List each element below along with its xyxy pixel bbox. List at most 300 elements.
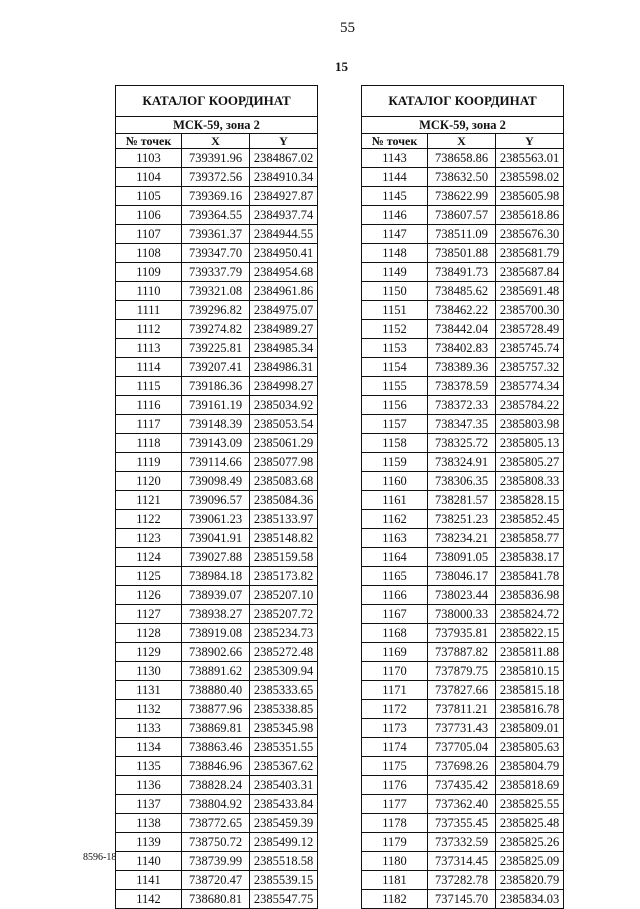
table-row xyxy=(362,529,564,548)
cell-y: 2385818.69 xyxy=(496,776,564,795)
table-subtitle: МСК-59, зона 2 xyxy=(116,117,318,134)
cell-x: 738622.99 xyxy=(428,187,496,206)
cell-y: 2385805.27 xyxy=(496,453,564,472)
table-row xyxy=(362,263,564,282)
cell-y: 2384910.34 xyxy=(250,168,318,187)
cell-y: 2385805.63 xyxy=(496,738,564,757)
cell-x: 738772.65 xyxy=(182,814,250,833)
cell-point-number: 1160 xyxy=(362,472,428,491)
cell-x: 738389.36 xyxy=(428,358,496,377)
cell-x: 737698.26 xyxy=(428,757,496,776)
table-row xyxy=(362,643,564,662)
cell-y: 2385836.98 xyxy=(496,586,564,605)
table-row xyxy=(116,852,318,871)
column-header-x: X xyxy=(428,134,496,149)
cell-y: 2385805.13 xyxy=(496,434,564,453)
cell-x: 738902.66 xyxy=(182,643,250,662)
cell-x: 738984.18 xyxy=(182,567,250,586)
cell-y: 2385757.32 xyxy=(496,358,564,377)
cell-x: 738680.81 xyxy=(182,890,250,909)
table-subtitle: МСК-59, зона 2 xyxy=(362,117,564,134)
cell-x: 738828.24 xyxy=(182,776,250,795)
cell-point-number: 1111 xyxy=(116,301,182,320)
cell-y: 2385691.48 xyxy=(496,282,564,301)
cell-point-number: 1157 xyxy=(362,415,428,434)
cell-y: 2385774.34 xyxy=(496,377,564,396)
table-row xyxy=(362,320,564,339)
table-row xyxy=(116,871,318,890)
cell-y: 2385563.01 xyxy=(496,149,564,168)
cell-y: 2385234.73 xyxy=(250,624,318,643)
cell-y: 2384954.68 xyxy=(250,263,318,282)
cell-point-number: 1125 xyxy=(116,567,182,586)
table-row xyxy=(116,434,318,453)
cell-y: 2385825.48 xyxy=(496,814,564,833)
cell-point-number: 1108 xyxy=(116,244,182,263)
cell-y: 2385084.36 xyxy=(250,491,318,510)
page-number: 55 xyxy=(340,20,355,36)
cell-y: 2385207.72 xyxy=(250,605,318,624)
cell-point-number: 1116 xyxy=(116,396,182,415)
cell-x: 738251.23 xyxy=(428,510,496,529)
cell-point-number: 1139 xyxy=(116,833,182,852)
cell-y: 2384944.55 xyxy=(250,225,318,244)
cell-y: 2385618.86 xyxy=(496,206,564,225)
cell-x: 739361.37 xyxy=(182,225,250,244)
cell-point-number: 1144 xyxy=(362,168,428,187)
cell-y: 2384989.27 xyxy=(250,320,318,339)
cell-x: 738891.62 xyxy=(182,662,250,681)
table-row xyxy=(362,282,564,301)
cell-y: 2385459.39 xyxy=(250,814,318,833)
cell-y: 2385838.17 xyxy=(496,548,564,567)
cell-x: 739143.09 xyxy=(182,434,250,453)
cell-point-number: 1174 xyxy=(362,738,428,757)
cell-y: 2385700.30 xyxy=(496,301,564,320)
cell-x: 738324.91 xyxy=(428,453,496,472)
cell-y: 2385687.84 xyxy=(496,263,564,282)
cell-y: 2385133.97 xyxy=(250,510,318,529)
cell-y: 2385808.33 xyxy=(496,472,564,491)
table-row xyxy=(362,358,564,377)
cell-x: 738846.96 xyxy=(182,757,250,776)
cell-point-number: 1130 xyxy=(116,662,182,681)
cell-y: 2385803.98 xyxy=(496,415,564,434)
cell-x: 737145.70 xyxy=(428,890,496,909)
table-row xyxy=(362,149,564,168)
cell-point-number: 1146 xyxy=(362,206,428,225)
cell-point-number: 1121 xyxy=(116,491,182,510)
table-row xyxy=(116,472,318,491)
cell-y: 2385053.54 xyxy=(250,415,318,434)
cell-point-number: 1124 xyxy=(116,548,182,567)
cell-point-number: 1133 xyxy=(116,719,182,738)
cell-y: 2385858.77 xyxy=(496,529,564,548)
table-row xyxy=(116,814,318,833)
cell-x: 738739.99 xyxy=(182,852,250,871)
cell-x: 737314.45 xyxy=(428,852,496,871)
table-row xyxy=(362,244,564,263)
cell-x: 738511.09 xyxy=(428,225,496,244)
cell-y: 2385811.88 xyxy=(496,643,564,662)
cell-point-number: 1110 xyxy=(116,282,182,301)
cell-y: 2385745.74 xyxy=(496,339,564,358)
cell-y: 2385173.82 xyxy=(250,567,318,586)
cell-x: 738869.81 xyxy=(182,719,250,738)
cell-y: 2385784.22 xyxy=(496,396,564,415)
cell-point-number: 1115 xyxy=(116,377,182,396)
cell-x: 738281.57 xyxy=(428,491,496,510)
cell-y: 2385820.79 xyxy=(496,871,564,890)
cell-point-number: 1167 xyxy=(362,605,428,624)
cell-x: 737435.42 xyxy=(428,776,496,795)
column-header-point: № точек xyxy=(362,134,428,149)
table-title: КАТАЛОГ КООРДИНАТ xyxy=(116,86,318,117)
cell-x: 738402.83 xyxy=(428,339,496,358)
cell-point-number: 1112 xyxy=(116,320,182,339)
cell-y: 2385728.49 xyxy=(496,320,564,339)
cell-point-number: 1165 xyxy=(362,567,428,586)
cell-x: 738491.73 xyxy=(428,263,496,282)
cell-point-number: 1135 xyxy=(116,757,182,776)
cell-x: 738607.57 xyxy=(428,206,496,225)
cell-point-number: 1138 xyxy=(116,814,182,833)
cell-x: 738919.08 xyxy=(182,624,250,643)
table-row xyxy=(116,586,318,605)
cell-y: 2384961.86 xyxy=(250,282,318,301)
cell-point-number: 1155 xyxy=(362,377,428,396)
coordinate-catalog-table xyxy=(115,85,318,909)
table-title: КАТАЛОГ КООРДИНАТ xyxy=(362,86,564,117)
cell-x: 739207.41 xyxy=(182,358,250,377)
table-row xyxy=(116,453,318,472)
table-row xyxy=(116,795,318,814)
cell-x: 737731.43 xyxy=(428,719,496,738)
table-row xyxy=(116,396,318,415)
cell-y: 2385825.26 xyxy=(496,833,564,852)
table-row xyxy=(116,681,318,700)
cell-point-number: 1150 xyxy=(362,282,428,301)
table-row xyxy=(116,567,318,586)
cell-x: 739186.36 xyxy=(182,377,250,396)
cell-x: 738658.86 xyxy=(428,149,496,168)
cell-x: 737811.21 xyxy=(428,700,496,719)
cell-point-number: 1171 xyxy=(362,681,428,700)
cell-point-number: 1178 xyxy=(362,814,428,833)
cell-x: 738501.88 xyxy=(428,244,496,263)
cell-point-number: 1177 xyxy=(362,795,428,814)
cell-point-number: 1168 xyxy=(362,624,428,643)
cell-y: 2385207.10 xyxy=(250,586,318,605)
table-row xyxy=(362,491,564,510)
cell-point-number: 1147 xyxy=(362,225,428,244)
cell-y: 2385333.65 xyxy=(250,681,318,700)
cell-x: 737935.81 xyxy=(428,624,496,643)
cell-y: 2385841.78 xyxy=(496,567,564,586)
cell-y: 2384937.74 xyxy=(250,206,318,225)
cell-y: 2385159.58 xyxy=(250,548,318,567)
cell-point-number: 1106 xyxy=(116,206,182,225)
cell-y: 2384950.41 xyxy=(250,244,318,263)
cell-x: 738325.72 xyxy=(428,434,496,453)
table-row xyxy=(362,377,564,396)
cell-y: 2385828.15 xyxy=(496,491,564,510)
cell-point-number: 1166 xyxy=(362,586,428,605)
cell-x: 737887.82 xyxy=(428,643,496,662)
cell-y: 2385309.94 xyxy=(250,662,318,681)
sheet-number: 15 xyxy=(335,59,348,74)
cell-y: 2385061.29 xyxy=(250,434,318,453)
cell-x: 739369.16 xyxy=(182,187,250,206)
table-row xyxy=(116,244,318,263)
cell-x: 738306.35 xyxy=(428,472,496,491)
cell-point-number: 1181 xyxy=(362,871,428,890)
cell-point-number: 1175 xyxy=(362,757,428,776)
table-row xyxy=(116,206,318,225)
table-row xyxy=(362,681,564,700)
cell-x: 738372.33 xyxy=(428,396,496,415)
cell-x: 739061.23 xyxy=(182,510,250,529)
cell-x: 738632.50 xyxy=(428,168,496,187)
cell-point-number: 1158 xyxy=(362,434,428,453)
table-row xyxy=(116,339,318,358)
cell-x: 739161.19 xyxy=(182,396,250,415)
cell-y: 2385034.92 xyxy=(250,396,318,415)
cell-y: 2384975.07 xyxy=(250,301,318,320)
table-row xyxy=(116,624,318,643)
table-row xyxy=(362,662,564,681)
column-header-y: Y xyxy=(250,134,318,149)
table-row xyxy=(362,472,564,491)
cell-point-number: 1120 xyxy=(116,472,182,491)
cell-point-number: 1126 xyxy=(116,586,182,605)
cell-x: 739225.81 xyxy=(182,339,250,358)
cell-point-number: 1141 xyxy=(116,871,182,890)
cell-y: 2385272.48 xyxy=(250,643,318,662)
cell-x: 739274.82 xyxy=(182,320,250,339)
table-row xyxy=(362,225,564,244)
cell-point-number: 1145 xyxy=(362,187,428,206)
footer-code: 8596-18 xyxy=(83,852,117,863)
table-row xyxy=(362,757,564,776)
cell-y: 2385825.09 xyxy=(496,852,564,871)
cell-point-number: 1123 xyxy=(116,529,182,548)
cell-point-number: 1132 xyxy=(116,700,182,719)
column-header-x: X xyxy=(182,134,250,149)
cell-y: 2385518.58 xyxy=(250,852,318,871)
table-row xyxy=(362,700,564,719)
cell-point-number: 1131 xyxy=(116,681,182,700)
cell-y: 2385547.75 xyxy=(250,890,318,909)
cell-point-number: 1117 xyxy=(116,415,182,434)
cell-y: 2385338.85 xyxy=(250,700,318,719)
cell-point-number: 1169 xyxy=(362,643,428,662)
cell-point-number: 1172 xyxy=(362,700,428,719)
table-row xyxy=(362,548,564,567)
cell-y: 2385834.03 xyxy=(496,890,564,909)
cell-point-number: 1154 xyxy=(362,358,428,377)
cell-y: 2385852.45 xyxy=(496,510,564,529)
cell-y: 2385676.30 xyxy=(496,225,564,244)
cell-y: 2385824.72 xyxy=(496,605,564,624)
cell-x: 739321.08 xyxy=(182,282,250,301)
cell-y: 2385809.01 xyxy=(496,719,564,738)
cell-point-number: 1142 xyxy=(116,890,182,909)
table-row xyxy=(116,320,318,339)
table-row xyxy=(362,510,564,529)
cell-x: 737355.45 xyxy=(428,814,496,833)
cell-x: 739391.96 xyxy=(182,149,250,168)
table-row xyxy=(116,168,318,187)
table-row xyxy=(362,301,564,320)
cell-y: 2385433.84 xyxy=(250,795,318,814)
cell-point-number: 1129 xyxy=(116,643,182,662)
cell-x: 738880.40 xyxy=(182,681,250,700)
cell-x: 738804.92 xyxy=(182,795,250,814)
cell-y: 2385804.79 xyxy=(496,757,564,776)
table-row xyxy=(362,738,564,757)
cell-y: 2384927.87 xyxy=(250,187,318,206)
cell-point-number: 1105 xyxy=(116,187,182,206)
table-row xyxy=(116,358,318,377)
cell-y: 2385598.02 xyxy=(496,168,564,187)
cell-point-number: 1179 xyxy=(362,833,428,852)
table-row xyxy=(362,415,564,434)
table-row xyxy=(362,339,564,358)
table-row xyxy=(362,586,564,605)
cell-x: 737705.04 xyxy=(428,738,496,757)
cell-x: 738046.17 xyxy=(428,567,496,586)
table-row xyxy=(362,795,564,814)
cell-point-number: 1164 xyxy=(362,548,428,567)
cell-y: 2385822.15 xyxy=(496,624,564,643)
cell-y: 2385539.15 xyxy=(250,871,318,890)
cell-y: 2385367.62 xyxy=(250,757,318,776)
cell-point-number: 1180 xyxy=(362,852,428,871)
cell-point-number: 1107 xyxy=(116,225,182,244)
cell-point-number: 1103 xyxy=(116,149,182,168)
table-row xyxy=(116,377,318,396)
cell-point-number: 1162 xyxy=(362,510,428,529)
cell-x: 738442.04 xyxy=(428,320,496,339)
table-row xyxy=(116,491,318,510)
cell-point-number: 1140 xyxy=(116,852,182,871)
cell-x: 737827.66 xyxy=(428,681,496,700)
cell-y: 2385605.98 xyxy=(496,187,564,206)
cell-x: 739347.70 xyxy=(182,244,250,263)
table-row xyxy=(362,814,564,833)
table-row xyxy=(362,719,564,738)
cell-x: 739296.82 xyxy=(182,301,250,320)
cell-x: 739364.55 xyxy=(182,206,250,225)
cell-y: 2384998.27 xyxy=(250,377,318,396)
table-row xyxy=(116,510,318,529)
cell-point-number: 1176 xyxy=(362,776,428,795)
table-row xyxy=(116,890,318,909)
cell-x: 738378.59 xyxy=(428,377,496,396)
cell-x: 738023.44 xyxy=(428,586,496,605)
table-row xyxy=(116,662,318,681)
cell-point-number: 1151 xyxy=(362,301,428,320)
cell-y: 2385815.18 xyxy=(496,681,564,700)
cell-point-number: 1118 xyxy=(116,434,182,453)
cell-y: 2384867.02 xyxy=(250,149,318,168)
cell-x: 738750.72 xyxy=(182,833,250,852)
cell-y: 2385077.98 xyxy=(250,453,318,472)
table-row xyxy=(116,301,318,320)
column-header-y: Y xyxy=(496,134,564,149)
cell-point-number: 1137 xyxy=(116,795,182,814)
table-row xyxy=(116,643,318,662)
table-row xyxy=(116,700,318,719)
table-row xyxy=(116,529,318,548)
table-row xyxy=(362,453,564,472)
cell-y: 2385825.55 xyxy=(496,795,564,814)
cell-x: 737282.78 xyxy=(428,871,496,890)
table-row xyxy=(362,890,564,909)
cell-y: 2384985.34 xyxy=(250,339,318,358)
cell-x: 739337.79 xyxy=(182,263,250,282)
cell-y: 2385351.55 xyxy=(250,738,318,757)
cell-x: 739114.66 xyxy=(182,453,250,472)
cell-y: 2385681.79 xyxy=(496,244,564,263)
cell-point-number: 1128 xyxy=(116,624,182,643)
cell-point-number: 1122 xyxy=(116,510,182,529)
cell-x: 738091.05 xyxy=(428,548,496,567)
cell-x: 738877.96 xyxy=(182,700,250,719)
cell-y: 2385499.12 xyxy=(250,833,318,852)
table-row xyxy=(116,225,318,244)
table-row xyxy=(362,852,564,871)
cell-x: 738720.47 xyxy=(182,871,250,890)
cell-x: 737879.75 xyxy=(428,662,496,681)
cell-point-number: 1182 xyxy=(362,890,428,909)
cell-y: 2385810.15 xyxy=(496,662,564,681)
cell-x: 738863.46 xyxy=(182,738,250,757)
cell-x: 738347.35 xyxy=(428,415,496,434)
table-row xyxy=(116,548,318,567)
table-row xyxy=(116,757,318,776)
cell-point-number: 1161 xyxy=(362,491,428,510)
cell-point-number: 1143 xyxy=(362,149,428,168)
column-header-point: № точек xyxy=(116,134,182,149)
cell-point-number: 1114 xyxy=(116,358,182,377)
cell-point-number: 1170 xyxy=(362,662,428,681)
cell-point-number: 1134 xyxy=(116,738,182,757)
cell-point-number: 1127 xyxy=(116,605,182,624)
table-row xyxy=(362,168,564,187)
cell-y: 2385148.82 xyxy=(250,529,318,548)
cell-x: 739027.88 xyxy=(182,548,250,567)
cell-x: 739096.57 xyxy=(182,491,250,510)
cell-point-number: 1163 xyxy=(362,529,428,548)
table-row xyxy=(116,282,318,301)
table-row xyxy=(362,624,564,643)
table-row xyxy=(116,605,318,624)
cell-x: 738485.62 xyxy=(428,282,496,301)
cell-x: 738462.22 xyxy=(428,301,496,320)
cell-point-number: 1109 xyxy=(116,263,182,282)
cell-y: 2384986.31 xyxy=(250,358,318,377)
table-row xyxy=(116,187,318,206)
table-row xyxy=(116,833,318,852)
cell-x: 738234.21 xyxy=(428,529,496,548)
cell-point-number: 1136 xyxy=(116,776,182,795)
cell-x: 739372.56 xyxy=(182,168,250,187)
cell-x: 739041.91 xyxy=(182,529,250,548)
cell-x: 739148.39 xyxy=(182,415,250,434)
cell-x: 738939.07 xyxy=(182,586,250,605)
